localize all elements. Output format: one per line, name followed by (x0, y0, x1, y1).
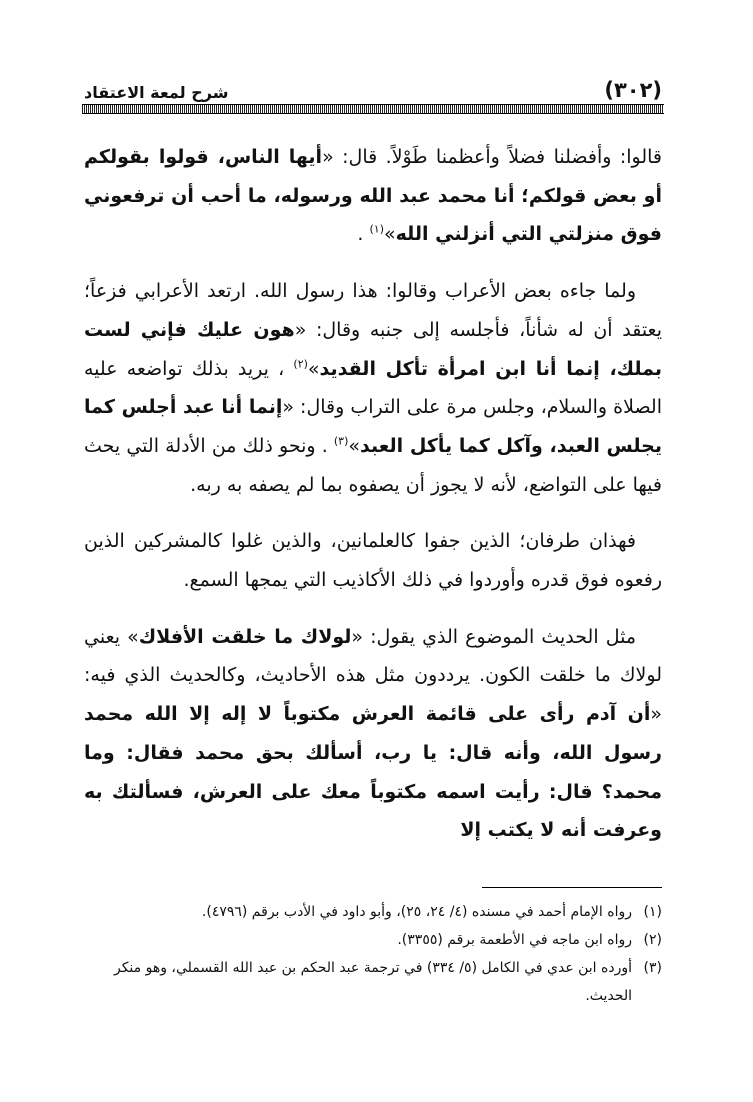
hadith-quote: أن آدم رأى على قائمة العرش مكتوباً لا إله إلا الله محمد رسول الله، وأنه قال: يا رب، أسألك بحق محمد فقال: وما محمد؟ قال: رأيت اسمه مكتوباً معك على العرش، فسألتك به وعرفت أنه لا يكتب إلا (84, 703, 662, 842)
footnote-number: (٢) (643, 932, 662, 948)
text-segment: » (348, 434, 361, 457)
footnote (110, 926, 662, 954)
main-text (84, 138, 662, 850)
text-segment: . (357, 223, 370, 246)
hadith-quote: أيها الناس، قولوا بقولكم أو بعض قولكم؛ أنا محمد عبد الله ورسوله، ما أحب أن ترفعوني فوق منزلتي التي أنزلني الله (84, 146, 662, 246)
footnote-text: أورده ابن عدي في الكامل (٥/ ٣٣٤) في ترجمة عبد الحكم بن عبد الله القسملي، وهو منكر الحديث. (113, 960, 632, 1004)
text-segment: » (307, 357, 320, 380)
hadith-quote: هون عليك فإني لست بملك، إنما أنا ابن امرأة تأكل القديد (84, 318, 662, 380)
footnote-text: رواه الإمام أحمد في مسنده (٤/ ٢٤، ٢٥)، وأبو داود في الأدب برقم (٤٧٩٦). (201, 904, 632, 920)
text-segment: . ونحو ذلك من الأدلة التي يحث فيها على التواضع، لأنه لا يجوز أن يصفوه بما لم يصفه به ربه. (84, 434, 662, 496)
footnote-separator (482, 887, 662, 888)
text-segment: ، يريد بذلك تواضعه عليه الصلاة والسلام، وجلس مرة على التراب وقال: « (84, 357, 662, 419)
text-segment: قالوا: وأفضلنا فضلاً وأعظمنا طَوْلاً. قال: « (322, 146, 663, 168)
page-header (84, 72, 662, 102)
footnote-number: (٣) (643, 960, 662, 976)
footnote-text: رواه ابن ماجه في الأطعمة برقم (٣٣٥٥). (397, 932, 632, 948)
footnote-marker[interactable]: (٢) (293, 357, 308, 371)
text-segment: مثل الحديث الموضوع الذي يقول: « (351, 625, 636, 648)
paragraph (84, 522, 662, 599)
text-segment: ولما جاءه بعض الأعراب وقالوا: هذا رسول الله. ارتعد الأعرابي فزعاً؛ يعتقد أن له شأناً، فأجلسه إلى جنبه وقال: « (84, 280, 663, 341)
running-title: شرح لمعة الاعتقاد (84, 83, 229, 102)
footnote (110, 954, 662, 1010)
text-segment: » يعني لولاك ما خلقت الكون. يرددون مثل هذه الأحاديث، وكالحديث الذي فيه: « (84, 625, 662, 726)
header-rule (82, 104, 664, 114)
text-segment: » (383, 223, 396, 246)
paragraph (84, 618, 662, 850)
page-number: (٣٠٢) (604, 78, 662, 102)
footnote-number: (١) (643, 904, 662, 920)
footnote (110, 898, 662, 926)
paragraph (84, 272, 662, 504)
hadith-quote: لولاك ما خلقت الأفلاك (138, 625, 352, 648)
footnote-marker[interactable]: (٣) (333, 434, 349, 448)
footnote-marker[interactable]: (١) (369, 223, 384, 237)
paragraph (84, 138, 662, 254)
footnotes (110, 898, 662, 1010)
hadith-quote: إنما أنا عبد أجلس كما يجلس العبد، وآكل كما يأكل العبد (84, 396, 662, 457)
text-segment: فهذان طرفان؛ الذين جفوا كالعلمانين، والذين غلوا كالمشركين الذين رفعوه فوق قدره وأوردوا في ذلك الأكاذيب التي يمجها السمع. (84, 530, 662, 592)
